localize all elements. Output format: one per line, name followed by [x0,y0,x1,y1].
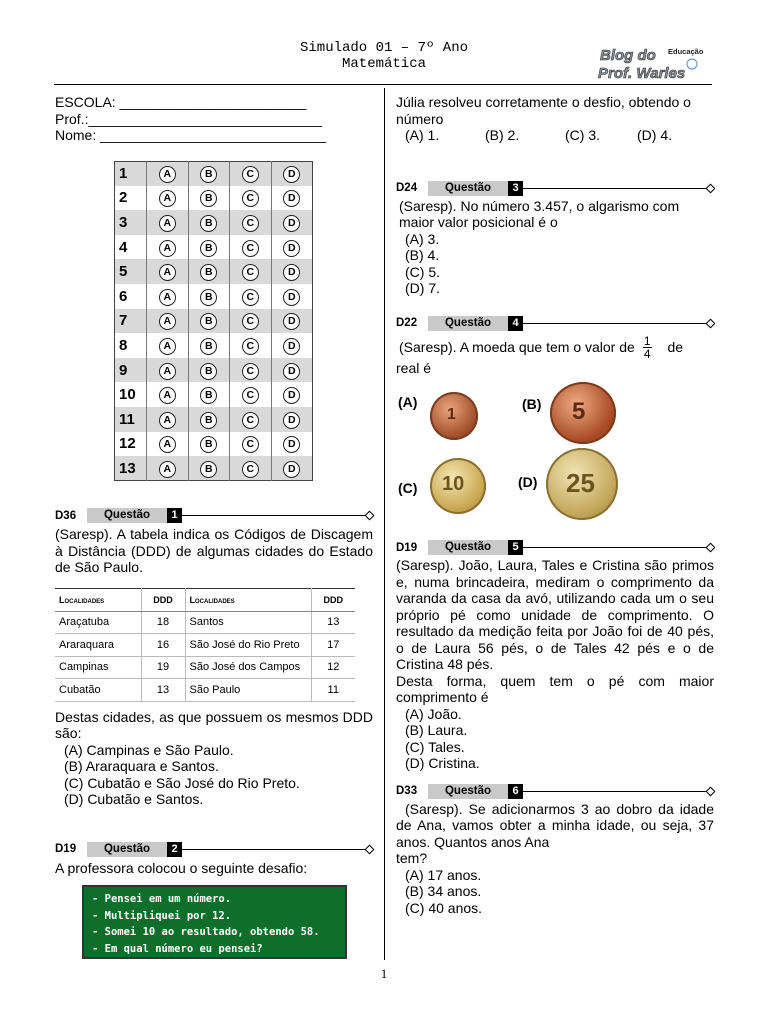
coin-10-centavos-image[interactable]: 10 [430,458,486,514]
answer-bubble-c[interactable]: C [242,363,259,380]
answer-bubble-c[interactable]: C [242,412,259,429]
question-text-end: tem? [396,850,428,866]
table-cell: 13 [311,611,355,634]
table-cell: 12 [311,656,355,679]
row-number: 4 [119,238,128,256]
answer-bubble-b[interactable]: B [200,289,217,306]
coin-label: (A) [398,394,418,410]
question-label: Questão [87,842,167,857]
option[interactable]: (A) 17 anos. [405,866,482,883]
table-cell: Araraquara [55,634,141,657]
answer-bubble-d[interactable]: D [283,412,300,429]
globe-icon [687,59,697,69]
answer-bubble-a[interactable]: A [159,313,176,330]
question-number: 3 [508,181,523,196]
table-cell: 11 [311,679,355,702]
answer-bubble-b[interactable]: B [200,166,217,183]
answer-row [115,161,313,186]
answer-bubble-d[interactable]: D [283,387,300,404]
diamond-icon [365,511,375,521]
option[interactable]: (B) Araraquara e Santos. [64,758,219,775]
answer-bubble-a[interactable]: A [159,461,176,478]
answer-bubble-c[interactable]: C [242,387,259,404]
answer-bubble-c[interactable]: C [242,166,259,183]
coin-label: (D) [518,474,538,490]
answer-bubble-a[interactable]: A [159,215,176,232]
answer-bubble-a[interactable]: A [159,436,176,453]
question-4 [396,316,714,529]
answer-row [115,309,313,334]
coin-label: (B) [522,396,542,412]
question-3 [396,181,714,297]
row-number: 5 [115,259,147,284]
diamond-icon [706,318,716,328]
answer-bubble-c[interactable]: C [242,264,259,281]
question-number: 2 [167,842,182,857]
answer-bubble-b[interactable]: B [200,436,217,453]
answer-row [115,456,313,481]
row-number: 6 [119,287,128,305]
question-text: (Saresp). No número 3.457, o algarismo com maior valor posicional é o [399,197,680,230]
field-nome[interactable]: Nome: _____________________________ [55,127,326,143]
option[interactable]: (C) Tales. [405,738,465,755]
option[interactable]: (B) 2. [485,127,520,143]
answer-bubble-d[interactable]: D [283,264,300,281]
options-inline [396,127,714,144]
question-text: (Saresp). A tabela indica os Códigos de Discagem à Distância (DDD) de algumas cidades do Estado de São Paulo. [55,526,373,576]
question-prompt: Destas cidades, as que possuem os mesmos DDD são: [55,708,373,742]
row-number: 2 [119,189,128,207]
blackboard [82,885,347,959]
col-header: DDD [141,588,185,611]
answer-row [115,235,313,260]
table-cell: 13 [141,679,185,702]
option[interactable]: (B) Laura. [405,722,468,738]
answer-bubble-d[interactable]: D [283,461,300,478]
diamond-icon [706,183,716,193]
answer-row [115,382,313,407]
answer-bubble-a[interactable]: A [159,338,176,355]
table-row [55,634,355,657]
row-number: 9 [115,358,147,383]
option[interactable]: (B) 34 anos. [405,883,482,899]
ddd-table [55,588,355,702]
blog-logo [596,44,712,82]
option[interactable]: (A) 1. [405,127,440,143]
table-cell: São José do Rio Preto [185,634,311,657]
header-title: Simulado 01 – 7º Ano [299,40,469,56]
coin-25-centavos-image[interactable]: 25 [546,448,618,520]
question-number: 5 [508,540,523,555]
option[interactable]: (D) Cristina. [405,755,480,771]
answer-row [115,186,313,211]
column-divider [384,88,385,960]
answer-row [115,333,313,358]
col-header: Localidades [185,588,311,611]
coin-1-centavo-image[interactable]: 1 [430,392,478,440]
page-number: 1 [380,966,388,981]
descriptor-code: D24 [396,182,418,194]
question-label: Questão [428,540,508,555]
option[interactable]: (A) 3. [405,230,440,247]
answer-bubble-c[interactable]: C [242,215,259,232]
answer-bubble-b[interactable]: B [200,240,217,257]
row-number: 3 [115,210,147,235]
question-header [55,508,373,523]
table-cell: 17 [311,634,355,657]
option[interactable]: (C) 40 anos. [405,899,483,916]
logo-line3: Educação [668,47,704,56]
answer-bubble-a[interactable]: A [159,387,176,404]
answer-bubble-a[interactable]: A [159,190,176,207]
descriptor-code: D36 [55,509,77,522]
descriptor-code: D19 [55,843,77,856]
board-line: - Somei 10 ao resultado, obtendo 58. [92,926,320,939]
answer-bubble-b[interactable]: B [200,190,217,207]
field-prof[interactable]: Prof.:______________________________ [55,110,323,127]
coins-figure [396,388,714,528]
field-escola[interactable]: ESCOLA: ________________________ [55,94,307,110]
text-after: de [667,338,684,355]
row-number: 12 [119,435,136,453]
answer-bubble-c[interactable]: C [242,240,259,257]
row-number: 7 [115,309,147,334]
col-header: Localidades [55,588,141,611]
answer-bubble-d[interactable]: D [283,166,300,183]
row-number: 11 [115,407,147,432]
table-cell: 18 [141,611,185,634]
option[interactable]: (C) 5. [405,263,440,280]
table-cell: 19 [141,656,185,679]
question-label: Questão [428,784,508,799]
answer-bubble-c[interactable]: C [242,461,259,478]
answer-bubble-a[interactable]: A [159,264,176,281]
answer-row [115,407,313,432]
diamond-icon [706,543,716,553]
descriptor-code: D19 [396,541,418,554]
descriptor-code: D22 [396,317,418,329]
row-number: 8 [119,336,128,354]
table-cell: São Paulo [185,679,311,702]
option[interactable]: (C) 3. [565,127,600,143]
answer-bubble-d[interactable]: D [283,313,300,330]
options-list [396,231,714,297]
fraction [643,335,652,360]
diamond-icon [706,786,716,796]
coin-label: (C) [398,480,418,496]
answer-bubble-b[interactable]: B [200,215,217,232]
question-text-end: real é [396,359,432,376]
right-column [396,94,714,916]
question-header [396,316,714,331]
answer-bubble-d[interactable]: D [283,338,300,355]
table-row [55,611,355,634]
answer-bubble-a[interactable]: A [159,412,176,429]
answer-row [115,284,313,309]
question-text: A professora colocou o seguinte desafio: [55,859,308,876]
board-line: - Multipliquei por 12. [92,909,232,922]
fraction-numerator: 1 [643,333,651,348]
question-number: 4 [508,316,523,331]
question-header [55,842,373,857]
question-header [396,784,714,799]
question-header [396,540,714,555]
answer-bubble-a[interactable]: A [159,240,176,257]
option[interactable]: (A) Campinas e São Paulo. [64,741,234,758]
header-divider [54,84,712,85]
options-list [396,706,714,772]
question-text: Júlia resolveu corretamente o desfio, obtendo o número [396,94,691,127]
question-label: Questão [87,508,167,523]
question-number: 1 [167,508,182,523]
question-number: 6 [508,784,523,799]
answer-row [115,259,313,284]
answer-bubble-c[interactable]: C [242,289,259,306]
answer-grid [114,161,313,482]
table-cell: Santos [185,611,311,634]
answer-bubble-b[interactable]: B [200,313,217,330]
option[interactable]: (D) 4. [637,127,672,143]
answer-bubble-b[interactable]: B [200,264,217,281]
answer-bubble-a[interactable]: A [159,363,176,380]
option[interactable]: (D) Cubatão e Santos. [64,791,204,808]
question-header [396,181,714,196]
question-label: Questão [428,316,508,331]
table-cell: Cubatão [55,679,141,702]
question-prompt: Desta forma, quem tem o pé com maior comprimento é [396,672,714,705]
table-cell: 16 [141,634,185,657]
question-2-continued [396,94,714,144]
question-2 [55,842,373,960]
question-text [396,335,714,360]
answer-bubble-c[interactable]: C [242,338,259,355]
coin-5-centavos-image[interactable]: 5 [550,382,616,444]
table-cell: Campinas [55,656,141,679]
answer-bubble-a[interactable]: A [159,289,176,306]
answer-bubble-d[interactable]: D [283,363,300,380]
answer-bubble-a[interactable]: A [159,166,176,183]
answer-bubble-d[interactable]: D [283,436,300,453]
answer-bubble-b[interactable]: B [200,412,217,429]
option[interactable]: (A) João. [405,705,462,722]
row-number: 13 [115,456,147,481]
answer-bubble-b[interactable]: B [200,387,217,404]
col-header: DDD [311,588,355,611]
fraction-denominator: 4 [643,346,651,361]
answer-row [115,210,313,235]
question-1 [55,508,373,808]
board-line: - Pensei em um número. [92,893,232,906]
table-cell: Araçatuba [55,611,141,634]
answer-row [115,432,313,457]
answer-bubble-d[interactable]: D [283,215,300,232]
question-6 [396,784,714,917]
logo-line1: Blog do [600,47,656,64]
descriptor-code: D33 [396,785,418,797]
board-line: - Em qual número eu pensei? [92,942,263,955]
answer-bubble-c[interactable]: C [242,313,259,330]
answer-bubble-d[interactable]: D [283,289,300,306]
logo-line2: Prof. Warles [598,65,686,82]
options-list [55,742,373,808]
option[interactable]: (D) 7. [405,280,440,296]
question-text: (Saresp). Se adicionarmos 3 ao dobro da idade de Ana, vamos obter a minha idade, ou seja, 37 anos. Quantos anos Ana [396,800,714,850]
answer-bubble-c[interactable]: C [242,190,259,207]
question-text: (Saresp). João, Laura, Tales e Cristina são primos e, numa brincadeira, mediram o comprimento da varanda da casa da avó, utilizando cada um o seu próprio pé como unidade de comprimento. O resultado da medição feita por João foi de 40 pés, o de Laura 56 pés, o de Tales 42 pés e o de Cristina 48 pés. [396,557,714,672]
answer-bubble-b[interactable]: B [200,338,217,355]
answer-bubble-c[interactable]: C [242,436,259,453]
row-number: 1 [115,161,147,186]
table-cell: São José dos Campos [185,656,311,679]
row-number: 10 [119,386,136,404]
diamond-icon [365,844,375,854]
answer-bubble-d[interactable]: D [283,240,300,257]
table-row [55,656,355,679]
answer-bubble-b[interactable]: B [200,461,217,478]
answer-row [115,358,313,383]
question-5 [396,540,714,772]
options-list [396,867,714,917]
option[interactable]: (B) 4. [405,247,440,263]
header-subject: Matemática [341,56,426,72]
option[interactable]: (C) Cubatão e São José do Rio Preto. [64,774,300,791]
table-row [55,679,355,702]
text-before: (Saresp). A moeda que tem o valor de [399,338,635,355]
left-column [55,94,373,959]
answer-bubble-b[interactable]: B [200,363,217,380]
question-label: Questão [428,181,508,196]
answer-bubble-d[interactable]: D [283,190,300,207]
